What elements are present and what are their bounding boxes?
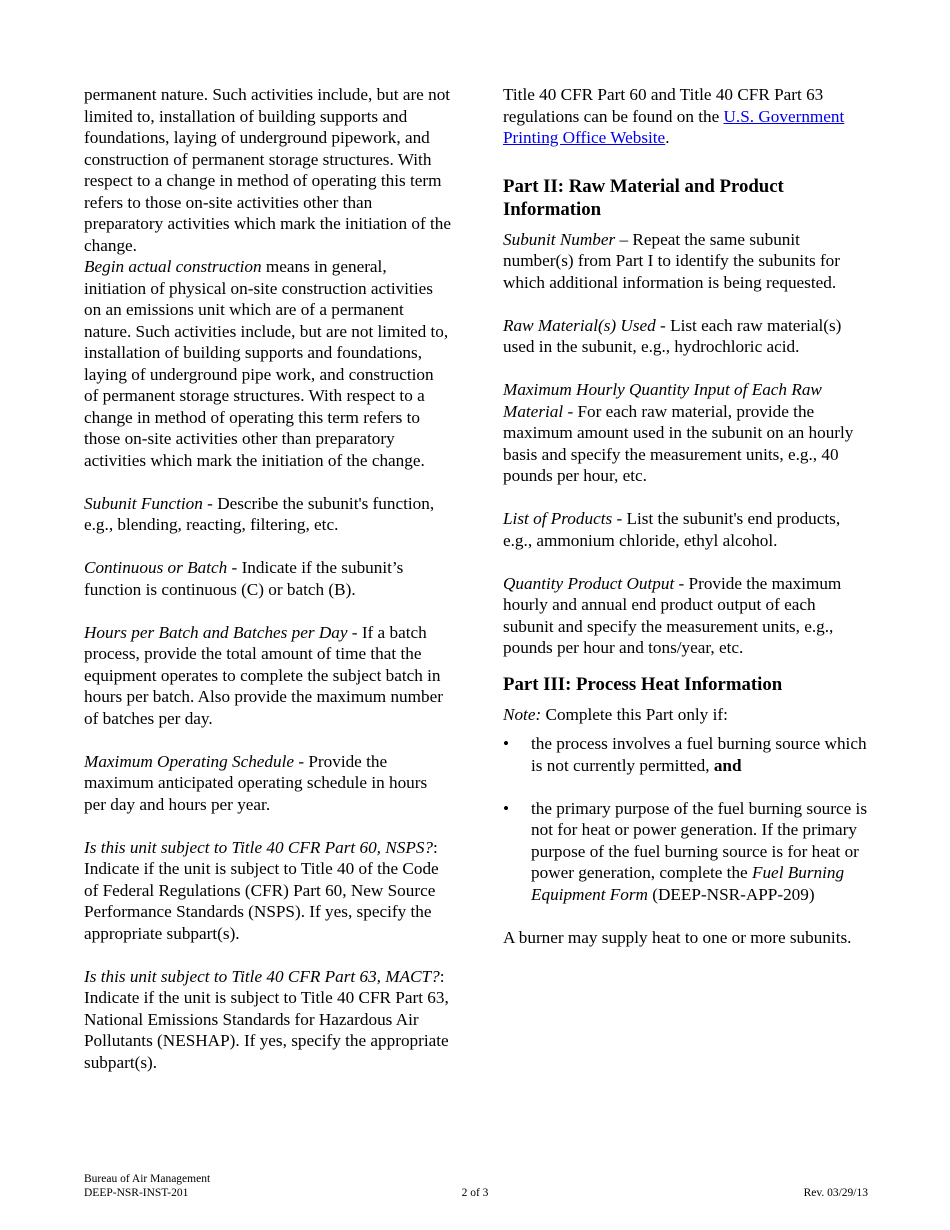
footer-form-id: DEEP-NSR-INST-201 [84, 1186, 189, 1199]
paragraph-note: Note: Complete this Part only if: [503, 704, 728, 724]
term-nsps: Is this unit subject to Title 40 CFR Part 60, NSPS? [84, 837, 434, 857]
paragraph-continuous-or-batch: Continuous or Batch - Indicate if the subunit’s function is continuous (C) or batch (B). [84, 558, 404, 599]
paragraph-raw-materials: Raw Material(s) Used - List each raw material(s) used in the subunit, e.g., hydrochloric acid. [503, 315, 842, 356]
paragraph-max-hourly-input: Maximum Hourly Quantity Input of Each Raw Material - For each raw material, provide the maximum amount used in the subunit on an hourly basis and specify the measurement units, e.g., 40 pounds per hour, etc. [503, 380, 854, 485]
part-3-heading: Part III: Process Heat Information [503, 673, 783, 695]
term-begin-actual-construction: Begin actual construction [84, 257, 262, 276]
term-subunit-number: Subunit Number – [503, 229, 629, 249]
term-mact: Is this unit subject to Title 40 CFR Part 63, MACT? [84, 966, 440, 986]
list-item: • the primary purpose of the fuel burning source is not for heat or power generation. If the primary purpose of the fuel burning source is for heat or power generation, complete the Fuel Burning Equipment Form (DEEP-NSR-APP-209) [503, 798, 868, 904]
paragraph-subunit-function: Subunit Function - Describe the subunit's function, e.g., blending, reacting, filtering, etc. [84, 493, 435, 534]
term-product-output: Quantity Product Output - [503, 573, 685, 593]
paragraph-subunit-number: Subunit Number – Repeat the same subunit number(s) from Part I to identify the subunits for which additional information is being requested. [503, 229, 841, 292]
right-column [503, 84, 869, 948]
bullet-icon: • [503, 734, 510, 753]
paragraph-permanent-nature: permanent nature. Such activities include, but are not limited to, installation of building supports and foundations, laying of underground pipework, and construction of permanent storage structures. With respect to a change in method of operating this term refers to those on-site activities other than preparatory activities which mark the initiation of the change. Begin actual construction means in general, initiation of physical on-site construction activities on an emissions unit which are of a permanent nature. Such activities include, but are not limited to, installation of building supports and foundations, laying of underground pipe work, and construction of permanent storage structures. With respect to a change in method of operating this term refers to those on-site activities other than preparatory activities which mark the initiation of the change. [84, 85, 452, 470]
term-operating-schedule: Maximum Operating Schedule - [84, 751, 305, 771]
footer-bureau: Bureau of Air Management [84, 1173, 211, 1185]
part-2-heading: Part II: Raw Material and Product Information [503, 175, 784, 220]
term-max-hourly-input: Maximum Hourly Quantity Input of Each Raw Material - [503, 380, 822, 421]
term-list-of-products: List of Products - [503, 509, 623, 528]
list-item: • the process involves a fuel burning source which is not currently permitted, and [503, 734, 867, 775]
footer-revision: Rev. 03/29/13 [803, 1187, 868, 1199]
paragraph-hours-per-batch: Hours per Batch and Batches per Day - If a batch process, provide the total amount of time that the equipment operates to complete the subject batch in hours per batch. Also provide the maximum number of batches per day. [84, 622, 443, 728]
paragraph-product-output: Quantity Product Output - Provide the maximum hourly and annual end product output of each subunit and specify the measurement units, e.g., pounds per hour and tons/year, etc. [503, 573, 842, 657]
term-hours-per-batch: Hours per Batch and Batches per Day - [84, 622, 358, 642]
left-column [84, 84, 452, 1073]
term-raw-materials: Raw Material(s) Used - [503, 315, 666, 335]
paragraph-operating-schedule: Maximum Operating Schedule - Provide the maximum anticipated operating schedule in hours per day and hours per year. [84, 751, 428, 814]
term-note: Note: [503, 704, 542, 724]
paragraph-list-of-products: List of Products - List the subunit's end products, e.g., ammonium chloride, ethyl alcohol. [503, 509, 841, 550]
paragraph-mact: Is this unit subject to Title 40 CFR Part 63, MACT?: Indicate if the unit is subject to Title 40 CFR Part 63, National Emissions Standards for Hazardous Air Pollutants (NESHAP). If yes, specify the appropriate subpart(s). [84, 966, 449, 1072]
conditions-list [503, 733, 869, 905]
footer-page-number: 2 of 3 [461, 1187, 489, 1199]
paragraph-nsps: Is this unit subject to Title 40 CFR Part 60, NSPS?: Indicate if the unit is subject to Title 40 of the Code of Federal Regulations (CFR) Part 60, New Source Performance Standards (NSPS). If yes, specify the appropriate subpart(s). [84, 837, 439, 943]
paragraph-burner: A burner may supply heat to one or more subunits. [503, 927, 852, 947]
bullet-icon: • [503, 798, 510, 818]
paragraph-cfr-intro: Title 40 CFR Part 60 and Title 40 CFR Part 63 regulations can be found on the U.S. Government Printing Office Website. [503, 85, 845, 147]
term-continuous-or-batch: Continuous or Batch - [84, 558, 238, 577]
gpo-website-link[interactable]: U.S. Government Printing Office Website [503, 106, 845, 147]
term-subunit-function: Subunit Function - [84, 493, 213, 513]
